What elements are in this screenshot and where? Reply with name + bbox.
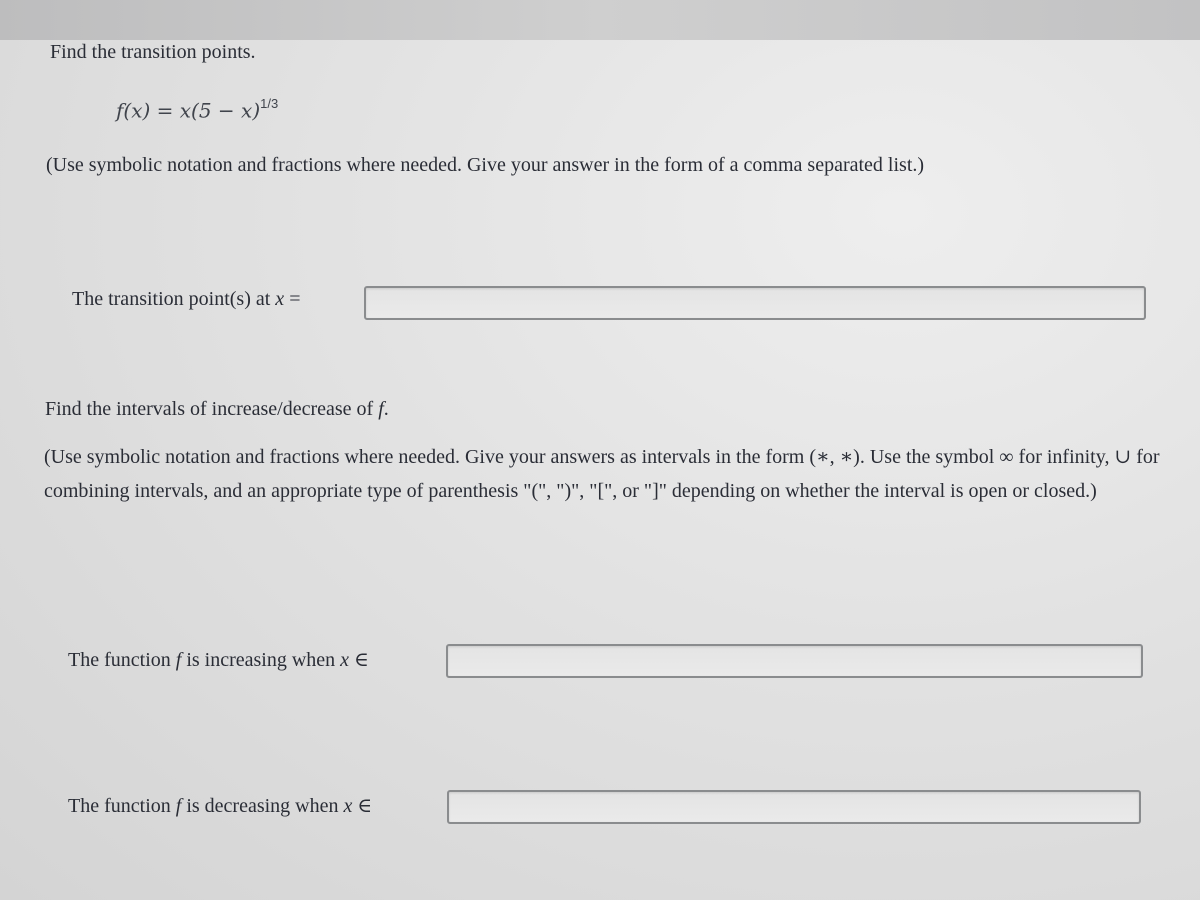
increasing-label (68, 647, 369, 672)
increasing-label-var: f (175, 649, 182, 671)
function-definition (116, 98, 278, 123)
decreasing-label-prefix: The function (68, 795, 171, 817)
increasing-label-var2: x (340, 649, 350, 671)
transition-label-var: x (275, 288, 285, 310)
intervals-heading (45, 397, 389, 421)
intervals-instructions: (Use symbolic notation and fractions where needed. Give your answers as intervals in the form (∗, ∗). Use the symbol ∞ for infinity, ∪ for combining intervals, and an appropriate type of parenthesis "(", ")", "[", or "]" depending on whether the interval is open or closed.) (44, 446, 1160, 502)
problem-heading: Find the transition points. (50, 41, 256, 63)
screen-top-edge (0, 0, 1200, 40)
decreasing-interval-input[interactable] (447, 790, 1141, 824)
increasing-label-middle: is increasing when (186, 649, 336, 671)
intervals-heading-var: f (378, 398, 384, 420)
function-expression: f(x) = x(5 − x) (116, 98, 261, 123)
function-exponent: 1/3 (260, 96, 279, 111)
increasing-interval-input[interactable] (446, 644, 1143, 678)
transition-label (72, 288, 300, 311)
intervals-heading-suffix: . (383, 398, 389, 420)
decreasing-label-var2: x (343, 795, 353, 817)
transition-instructions: (Use symbolic notation and fractions where needed. Give your answer in the form of a comma separated list.) (46, 154, 925, 176)
transition-points-input[interactable] (364, 286, 1146, 320)
intervals-heading-prefix: Find the intervals of increase/decrease of (45, 398, 374, 420)
transition-label-prefix: The transition point(s) at (72, 288, 271, 310)
decreasing-label-middle: is decreasing when (186, 795, 339, 817)
decreasing-label-suffix: ∈ (357, 795, 373, 817)
decreasing-label-var: f (175, 795, 182, 817)
decreasing-label (68, 793, 372, 818)
increasing-label-prefix: The function (68, 649, 171, 671)
transition-label-suffix: = (289, 288, 301, 310)
increasing-label-suffix: ∈ (354, 649, 369, 671)
